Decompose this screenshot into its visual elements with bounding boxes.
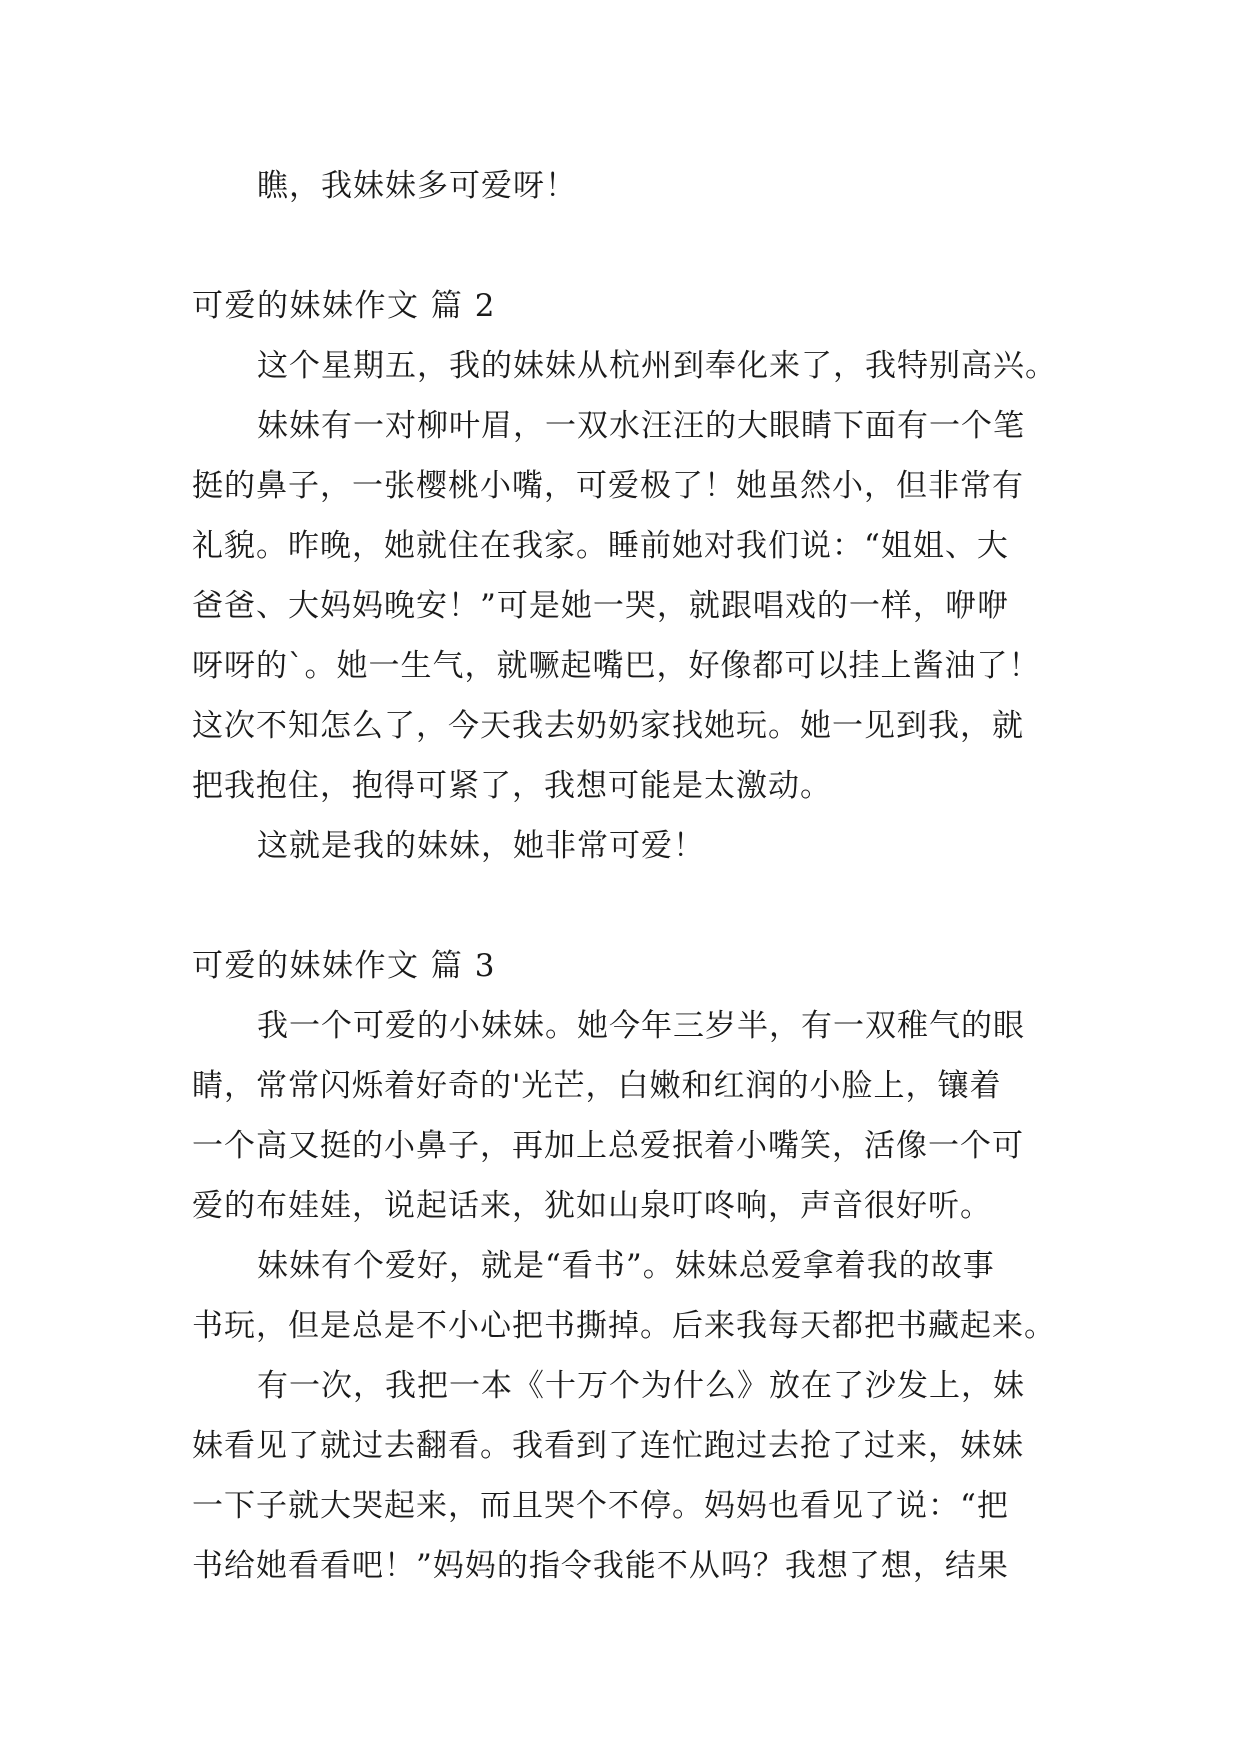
paragraph-line: 一下子就大哭起来，而且哭个不停。妈妈也看见了说：“把 — [192, 1488, 1009, 1524]
paragraph-line: 这个星期五，我的妹妹从杭州到奉化来了，我特别高兴。 — [257, 348, 1057, 384]
paragraph-line: 把我抱住，抱得可紧了，我想可能是太激动。 — [192, 768, 832, 804]
paragraph-line: 挺的鼻子，一张樱桃小嘴，可爱极了！她虽然小，但非常有 — [192, 468, 1024, 504]
paragraph-line: 书给她看看吧！”妈妈的指令我能不从吗？我想了想，结果 — [192, 1548, 1009, 1584]
paragraph-line: 妹看见了就过去翻看。我看到了连忙跑过去抢了过来，妹妹 — [192, 1428, 1024, 1464]
paragraph-line: 礼貌。昨晚，她就住在我家。睡前她对我们说：“姐姐、大 — [192, 528, 1009, 564]
paragraph-line: 妹妹有个爱好，就是“看书”。妹妹总爱拿着我的故事 — [257, 1248, 995, 1284]
paragraph-line: 瞧，我妹妹多可爱呀！ — [257, 168, 577, 204]
paragraph-line: 爱的布娃娃，说起话来，犹如山泉叮咚响，声音很好听。 — [192, 1188, 992, 1224]
section-heading: 可爱的妹妹作文 篇 3 — [192, 948, 496, 984]
paragraph-line: 爸爸、大妈妈晚安！”可是她一哭，就跟唱戏的一样，咿咿 — [192, 588, 1009, 624]
paragraph-line: 我一个可爱的小妹妹。她今年三岁半，有一双稚气的眼 — [257, 1008, 1025, 1044]
paragraph-line: 书玩，但是总是不小心把书撕掉。后来我每天都把书藏起来。 — [192, 1308, 1056, 1344]
section-heading: 可爱的妹妹作文 篇 2 — [192, 288, 496, 324]
paragraph-line: 睛，常常闪烁着好奇的'光芒，白嫩和红润的小脸上，镶着 — [192, 1068, 1002, 1104]
paragraph-line: 这次不知怎么了，今天我去奶奶家找她玩。她一见到我，就 — [192, 708, 1024, 744]
paragraph-line: 有一次，我把一本《十万个为什么》放在了沙发上，妹 — [257, 1368, 1025, 1404]
paragraph-line: 妹妹有一对柳叶眉，一双水汪汪的大眼睛下面有一个笔 — [257, 408, 1025, 444]
paragraph-line: 呀呀的`。她一生气，就噘起嘴巴，好像都可以挂上酱油了！ — [192, 648, 1041, 684]
paragraph-line: 一个高又挺的小鼻子，再加上总爱抿着小嘴笑，活像一个可 — [192, 1128, 1024, 1164]
paragraph-line: 这就是我的妹妹，她非常可爱！ — [257, 828, 705, 864]
